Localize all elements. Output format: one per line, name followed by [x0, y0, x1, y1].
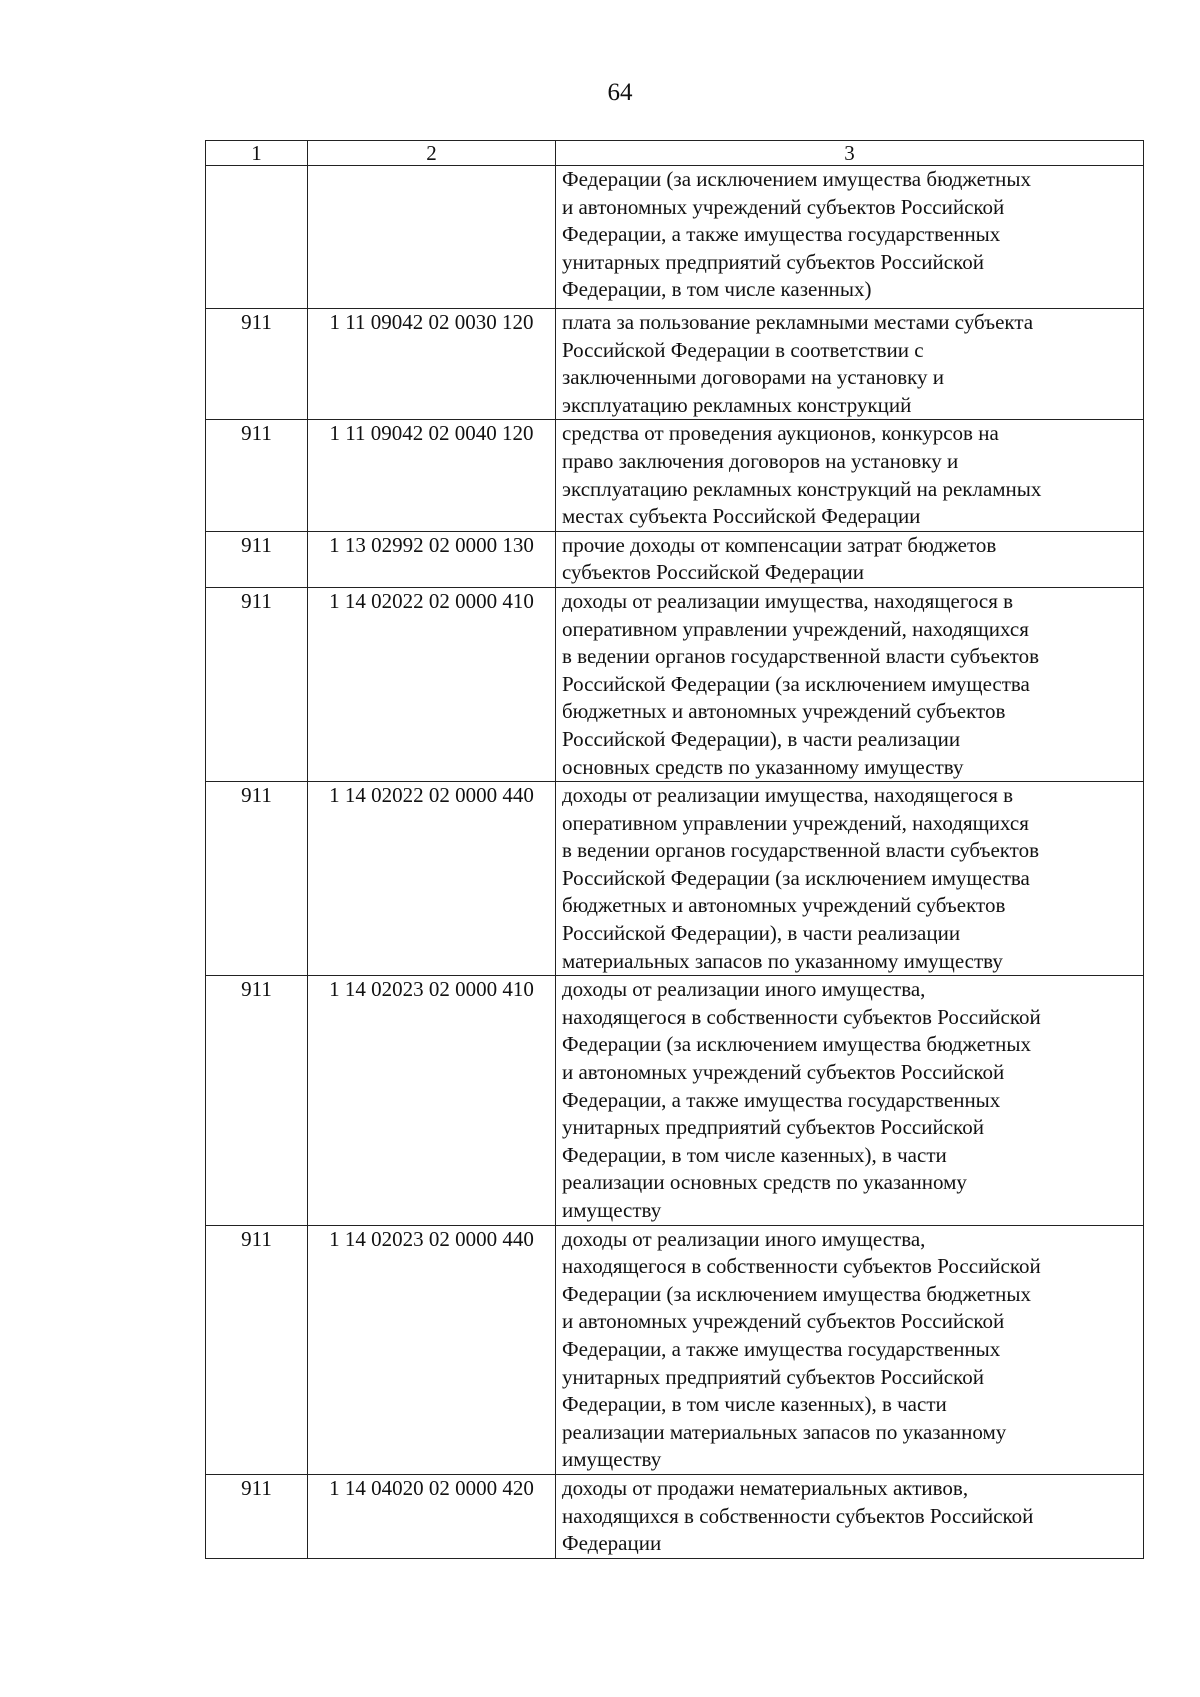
revenue-code-cell: 1 14 04020 02 0000 420 — [308, 1474, 556, 1558]
table-header-row — [206, 141, 1144, 166]
revenue-code-cell: 1 11 09042 02 0040 120 — [308, 420, 556, 531]
revenue-code-cell: 1 14 02023 02 0000 410 — [308, 976, 556, 1225]
description-line: заключенными договорами на установку и — [562, 365, 945, 390]
description-line: плата за пользование рекламными местами субъекта — [562, 310, 1034, 334]
header-column-3: 3 — [556, 141, 1144, 166]
description-cell — [556, 166, 1144, 309]
description-line: Российской Федерации (за исключением имущества — [562, 671, 1030, 696]
description-cell — [556, 309, 1144, 420]
description-line: оперативном управлении учреждений, находящихся — [562, 616, 1029, 641]
description-line: находящихся в собственности субъектов Российской — [562, 1503, 1034, 1528]
admin-code-cell: 911 — [206, 782, 308, 976]
description-line: в ведении органов государственной власти субъектов — [562, 644, 1040, 669]
table-row — [206, 587, 1144, 781]
description-cell — [556, 1474, 1144, 1558]
description-line: доходы от реализации иного имущества, — [562, 1226, 926, 1251]
description-line: Федерации (за исключением имущества бюджетных — [562, 1281, 1031, 1306]
page-number: 64 — [607, 79, 633, 106]
description-line: имуществу — [562, 1447, 662, 1472]
admin-code-cell: 911 — [206, 309, 308, 420]
table-row — [206, 1225, 1144, 1474]
description-line: Федерации, а также имущества государственных — [562, 222, 1001, 247]
description-line: средства от проведения аукционов, конкурсов на — [562, 421, 999, 446]
admin-code-cell: 911 — [206, 1474, 308, 1558]
code-cell-empty — [308, 166, 556, 309]
description-line: бюджетных и автономных учреждений субъектов — [562, 699, 1006, 724]
description-line: унитарных предприятий субъектов Российской — [562, 1115, 984, 1140]
header-column-2: 2 — [308, 141, 556, 166]
admin-code-cell: 911 — [206, 420, 308, 531]
description-line: реализации основных средств по указанному — [562, 1170, 967, 1195]
description-line: Федерации — [562, 1531, 662, 1556]
description-cell — [556, 531, 1144, 587]
description-line: эксплуатацию рекламных конструкций — [562, 392, 912, 417]
description-line: бюджетных и автономных учреждений субъектов — [562, 893, 1006, 918]
description-line: Федерации, а также имущества государственных — [562, 1336, 1001, 1361]
table-row — [206, 782, 1144, 976]
description-line: доходы от продажи нематериальных активов, — [562, 1475, 969, 1500]
table-row — [206, 1474, 1144, 1558]
description-line: Федерации, в том числе казенных), в части — [562, 1392, 947, 1417]
description-line: Федерации (за исключением имущества бюджетных — [562, 1032, 1031, 1057]
description-line: материальных запасов по указанному имуществу — [562, 948, 1003, 973]
revenue-code-cell: 1 14 02022 02 0000 440 — [308, 782, 556, 976]
description-line: и автономных учреждений субъектов Российской — [562, 194, 1005, 219]
description-line: доходы от реализации имущества, находящегося в — [562, 588, 1014, 613]
admin-code-cell: 911 — [206, 587, 308, 781]
revenue-code-cell: 1 13 02992 02 0000 130 — [308, 531, 556, 587]
revenue-code-cell: 1 11 09042 02 0030 120 — [308, 309, 556, 420]
description-line: эксплуатацию рекламных конструкций на рекламных — [562, 476, 1042, 501]
revenue-codes-table — [205, 140, 1144, 1559]
admin-code-cell: 911 — [206, 976, 308, 1225]
description-line: реализации материальных запасов по указанному — [562, 1419, 1007, 1444]
revenue-code-cell: 1 14 02022 02 0000 410 — [308, 587, 556, 781]
header-column-1: 1 — [206, 141, 308, 166]
admin-code-cell: 911 — [206, 531, 308, 587]
description-line: в ведении органов государственной власти субъектов — [562, 838, 1040, 863]
table-row — [206, 420, 1144, 531]
revenue-code-cell: 1 14 02023 02 0000 440 — [308, 1225, 556, 1474]
description-line: субъектов Российской Федерации — [562, 560, 865, 585]
description-line: и автономных учреждений субъектов Российской — [562, 1060, 1005, 1085]
admin-code-cell: 911 — [206, 1225, 308, 1474]
description-line: Российской Федерации), в части реализации — [562, 726, 961, 751]
description-line: Российской Федерации в соответствии с — [562, 337, 924, 362]
description-line: находящегося в собственности субъектов Российской — [562, 1004, 1041, 1029]
description-cell — [556, 420, 1144, 531]
description-line: Федерации, а также имущества государственных — [562, 1087, 1001, 1112]
description-line: прочие доходы от компенсации затрат бюджетов — [562, 532, 997, 557]
description-cell — [556, 782, 1144, 976]
description-line: Федерации, в том числе казенных) — [562, 277, 872, 302]
description-cell — [556, 587, 1144, 781]
description-line: находящегося в собственности субъектов Российской — [562, 1254, 1041, 1279]
description-line: Федерации (за исключением имущества бюджетных — [562, 167, 1031, 191]
description-line: Федерации, в том числе казенных), в части — [562, 1142, 947, 1167]
description-line: право заключения договоров на установку и — [562, 448, 959, 473]
description-line: Российской Федерации), в части реализации — [562, 921, 961, 946]
table-row — [206, 531, 1144, 587]
description-cell — [556, 1225, 1144, 1474]
description-line: местах субъекта Российской Федерации — [562, 504, 921, 529]
table-row — [206, 309, 1144, 420]
description-line: доходы от реализации имущества, находящегося в — [562, 783, 1014, 808]
description-line: унитарных предприятий субъектов Российской — [562, 249, 984, 274]
description-line: основных средств по указанному имуществу — [562, 754, 964, 779]
table-row — [206, 976, 1144, 1225]
description-line: Российской Федерации (за исключением имущества — [562, 865, 1030, 890]
description-line: оперативном управлении учреждений, находящихся — [562, 810, 1029, 835]
description-line: имуществу — [562, 1198, 662, 1222]
description-cell — [556, 976, 1144, 1225]
admin-cell-empty — [206, 166, 308, 309]
description-line: унитарных предприятий субъектов Российской — [562, 1364, 984, 1389]
description-line: доходы от реализации иного имущества, — [562, 977, 926, 1002]
continuation-row — [206, 166, 1144, 309]
description-line: и автономных учреждений субъектов Российской — [562, 1309, 1005, 1334]
